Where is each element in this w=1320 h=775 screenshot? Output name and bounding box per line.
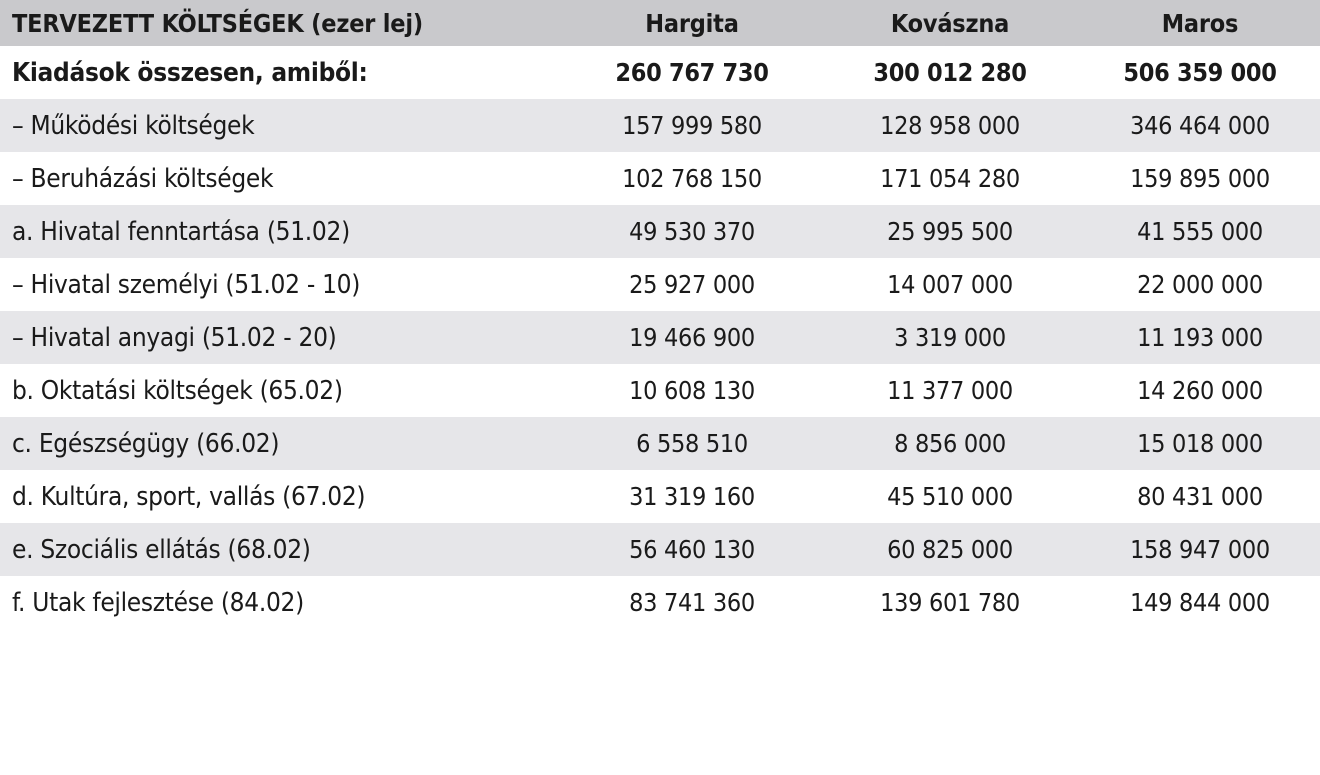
row-label: – Beruházási költségek: [12, 163, 274, 194]
cell-hargita: 83 741 360: [629, 588, 755, 617]
cell-hargita: 157 999 580: [622, 111, 762, 140]
table-row: [0, 311, 1320, 364]
table-row: [0, 364, 1320, 417]
cell-hargita: 19 466 900: [629, 323, 755, 352]
table-row: [0, 258, 1320, 311]
cell-hargita: 49 530 370: [629, 217, 755, 246]
row-label: b. Oktatási költségek (65.02): [12, 375, 343, 406]
row-label: f. Utak fejlesztése (84.02): [12, 587, 304, 618]
cell-maros: 149 844 000: [1130, 588, 1270, 617]
cell-maros: 11 193 000: [1137, 323, 1263, 352]
row-label: Kiadások összesen, amiből:: [12, 57, 368, 88]
cell-hargita: 10 608 130: [629, 376, 755, 405]
cell-hargita: 56 460 130: [629, 535, 755, 564]
table-row: [0, 417, 1320, 470]
cell-kovaszna: 128 958 000: [880, 111, 1020, 140]
cell-maros: 159 895 000: [1130, 164, 1270, 193]
cell-kovaszna: 3 319 000: [894, 323, 1006, 352]
table-title: TERVEZETT KÖLTSÉGEK (ezer lej): [12, 8, 423, 38]
cell-hargita: 31 319 160: [629, 482, 755, 511]
column-header-kovaszna: Kovászna: [890, 8, 1010, 38]
cell-kovaszna: 25 995 500: [887, 217, 1013, 246]
row-label: – Hivatal személyi (51.02 - 10): [12, 269, 361, 300]
table-row: [0, 576, 1320, 629]
cell-maros: 80 431 000: [1137, 482, 1263, 511]
cell-kovaszna: 300 012 280: [873, 58, 1027, 87]
cell-maros: 506 359 000: [1123, 58, 1277, 87]
table-row: [0, 470, 1320, 523]
cell-maros: 41 555 000: [1137, 217, 1263, 246]
cell-hargita: 102 768 150: [622, 164, 762, 193]
cell-kovaszna: 14 007 000: [887, 270, 1013, 299]
cell-maros: 14 260 000: [1137, 376, 1263, 405]
row-label: c. Egészségügy (66.02): [12, 428, 280, 459]
row-label: – Működési költségek: [12, 110, 255, 141]
table-header-row: [0, 0, 1320, 46]
cell-kovaszna: 45 510 000: [887, 482, 1013, 511]
cell-kovaszna: 139 601 780: [880, 588, 1020, 617]
column-header-hargita: Hargita: [645, 8, 739, 38]
column-header-maros: Maros: [1161, 8, 1239, 38]
cell-maros: 346 464 000: [1130, 111, 1270, 140]
cell-hargita: 260 767 730: [615, 58, 769, 87]
cell-hargita: 6 558 510: [636, 429, 748, 458]
row-label: – Hivatal anyagi (51.02 - 20): [12, 322, 337, 353]
cell-maros: 22 000 000: [1137, 270, 1263, 299]
cell-kovaszna: 171 054 280: [880, 164, 1020, 193]
row-label: d. Kultúra, sport, vallás (67.02): [12, 481, 366, 512]
table-row-total: [0, 46, 1320, 99]
table-row: [0, 99, 1320, 152]
cell-kovaszna: 8 856 000: [894, 429, 1006, 458]
cell-maros: 15 018 000: [1137, 429, 1263, 458]
row-label: a. Hivatal fenntartása (51.02): [12, 216, 350, 247]
table-row: [0, 205, 1320, 258]
table-row: [0, 523, 1320, 576]
table-row: [0, 152, 1320, 205]
cell-kovaszna: 11 377 000: [887, 376, 1013, 405]
cell-hargita: 25 927 000: [629, 270, 755, 299]
cell-maros: 158 947 000: [1130, 535, 1270, 564]
cell-kovaszna: 60 825 000: [887, 535, 1013, 564]
row-label: e. Szociális ellátás (68.02): [12, 534, 311, 565]
